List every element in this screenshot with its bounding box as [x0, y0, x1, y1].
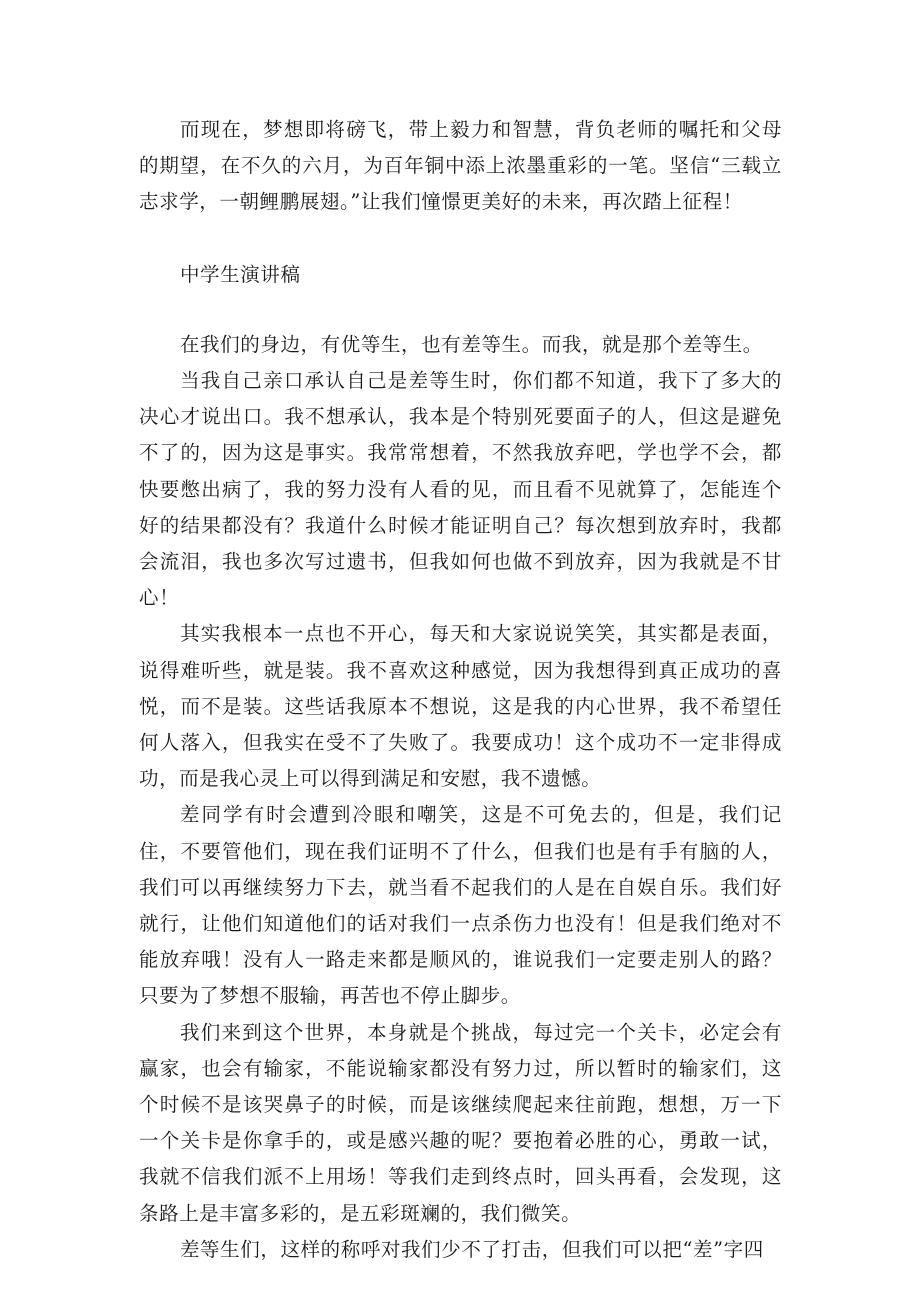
intro-paragraph: 而现在，梦想即将磅飞，带上毅力和智慧，背负老师的嘱托和父母的期望，在不久的六月，为百年铜中添上浓墨重彩的一笔。坚信“三载立志求学，一朝鲤鹏展翅。”让我们憧憬更美好的未来，再次踏上征程！	[139, 118, 782, 214]
body-paragraph: 其实我根本一点也不开心，每天和大家说说笑笑，其实都是表面，说得难听些，就是装。我不喜欢这种感觉，因为我想得到真正成功的喜悦，而不是装。这些话我原本不想说，这是我的内心世界，我不希望任何人落入，但我实在受不了失败了。我要成功！这个成功不一定非得成功，而是我心灵上可以得到满足和安慰，我不遗憾。	[139, 622, 782, 791]
body-paragraph: 差同学有时会遭到冷眼和嘲笑，这是不可免去的，但是，我们记住，不要管他们，现在我们证明不了什么，但我们也是有手有脑的人，我们可以再继续努力下去，就当看不起我们的人是在自娱自乐。我们好就行，让他们知道他们的话对我们一点杀伤力也没有！但是我们绝对不能放弃哦！没有人一路走来都是顺风的，谁说我们一定要走别人的路？只要为了梦想不服输，再苦也不停止脚步。	[139, 803, 782, 1008]
section-title: 中学生演讲稿	[179, 262, 301, 286]
body-paragraph: 在我们的身边，有优等生，也有差等生。而我，就是那个差等生。	[179, 332, 763, 356]
body-paragraph: 当我自己亲口承认自己是差等生时，你们都不知道，我下了多大的决心才说出口。我不想承认，我本是个特别死要面子的人，但这是避免不了的，因为这是事实。我常常想着，不然我放弃吧，学也学不会，都快要憋出病了，我的努力没有人看的见，而且看不见就算了，怎能连个好的结果都没有？我道什么时候才能证明自己？每次想到放弃时，我都会流泪，我也多次写过遗书，但我如何也做不到放弃，因为我就是不甘心！	[139, 369, 782, 610]
document-body	[139, 112, 782, 1268]
body-paragraph: 我们来到这个世界，本身就是个挑战，每过完一个关卡，必定会有赢家，也会有输家，不能说输家都没有努力过，所以暂时的输家们，这个时候不是该哭鼻子的时候，而是该继续爬起来往前跑，想想，万一下一个关卡是你拿手的，或是感兴趣的呢？要抱着必胜的心，勇敢一试，我就不信我们派不上用场！等我们走到终点时，回头再看，会发现，这条路上是丰富多彩的，是五彩斑斓的，我们微笑。	[139, 1020, 782, 1225]
body-paragraph: 差等生们，这样的称呼对我们少不了打击，但我们可以把“差”字四	[179, 1237, 764, 1261]
